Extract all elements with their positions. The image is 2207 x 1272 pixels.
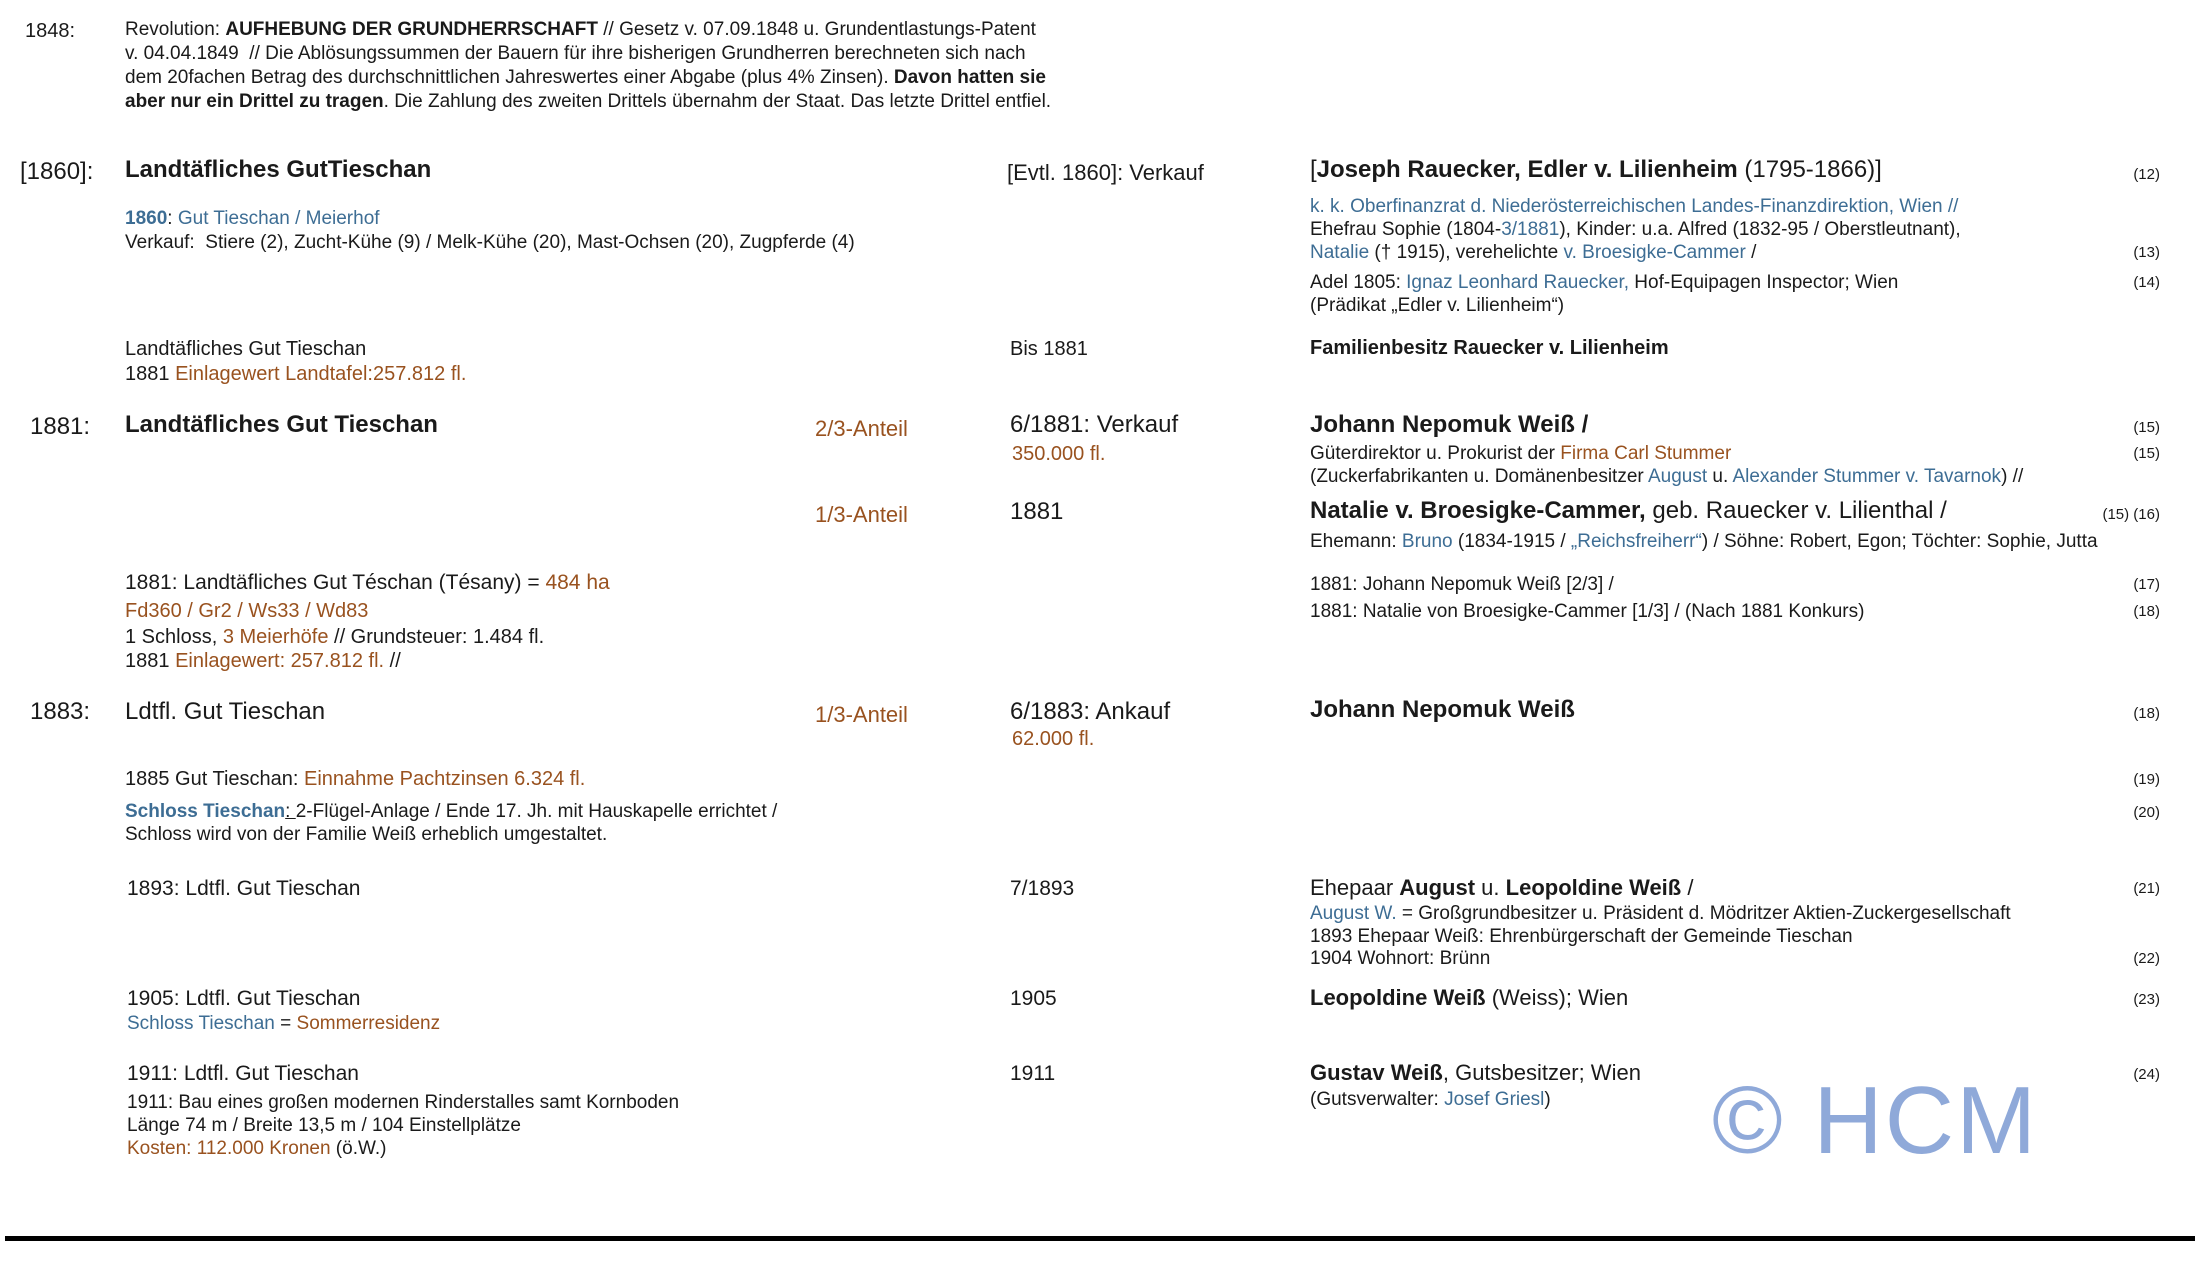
estate-1881-detail1-b: 484 ha [545, 571, 610, 594]
transaction-1881b: 1881 [1010, 498, 1064, 525]
owner-1911-line1-b: Josef Griesl [1444, 1089, 1545, 1110]
owner-familienbesitz: Familienbesitz Rauecker v. Lilienheim [1310, 337, 1669, 359]
owner-1893-leopoldine: Leopoldine Weiß [1505, 875, 1682, 900]
price-1883: 62.000 fl. [1012, 728, 1095, 750]
ref-13: (13) [2133, 244, 2160, 261]
owner-weiss-line1 [1310, 443, 1731, 465]
revolution-note-line3-plain: dem 20fachen Betrag des durchschnittlichen Jahreswertes einer Abgabe (plus 4% Zinsen). [125, 67, 894, 88]
estate-1881-detail3-b: 3 Meierhöfe [222, 626, 329, 648]
estate-title-1893: 1893: Ldtfl. Gut Tieschan [127, 877, 361, 900]
ref-15-16: (15) (16) [2102, 506, 2160, 523]
ref-17: (17) [2133, 576, 2160, 593]
owner-weiss-line2-d: Alexander Stummer v. Tavarnok [1732, 466, 2002, 487]
ref-21: (21) [2133, 880, 2160, 897]
transaction-bis1881: Bis 1881 [1010, 338, 1088, 360]
estate-title-1911: 1911: Ldtfl. Gut Tieschan [127, 1062, 359, 1085]
schloss-note-colon: : [285, 801, 296, 822]
owner-natalie-title [1310, 497, 1947, 525]
owner-1893-line1 [1310, 903, 2011, 925]
estate-1860-detail1-colon: : [167, 208, 178, 229]
estate-1881-detail4-a: 1881 [125, 650, 176, 672]
transaction-1883: 6/1883: Ankauf [1010, 698, 1171, 725]
revolution-note-line1-rest: // Gesetz v. 07.09.1848 u. Grundentlastungs-Patent [597, 19, 1036, 40]
owner-rauecker-line4-a: Adel 1805: [1310, 272, 1407, 293]
owner-1893-line2: 1893 Ehepaar Weiß: Ehrenbürgerschaft der Gemeinde Tieschan [1310, 926, 1853, 947]
owner-1893-line3: 1904 Wohnort: Brünn [1310, 948, 1491, 969]
ref-23: (23) [2133, 991, 2160, 1008]
owner-1893-slash: / [1681, 875, 1694, 900]
owner-natalie-line1-d: „Reichsfreiherr“ [1570, 531, 1702, 552]
schloss-note-name: Schloss Tieschan [125, 801, 286, 822]
owner-natalie-line1-a: Ehemann: [1310, 531, 1402, 552]
estate-title-1860: Landtäfliches GutTieschan [125, 156, 432, 183]
owner-weiss-line2-a: (Zuckerfabrikanten u. Domänenbesitzer [1310, 466, 1648, 487]
transaction-1881-verkauf: 6/1881: Verkauf [1010, 411, 1179, 438]
estate-1881-detail3 [125, 626, 544, 649]
transaction-1911: 1911 [1010, 1062, 1056, 1085]
estate-bis1881-line2 [125, 363, 466, 386]
owner-rauecker-line3 [1310, 242, 1756, 264]
estate-1905-sub-equals: = [274, 1013, 297, 1034]
estate-1881-detail4 [125, 650, 401, 673]
owner-rauecker-line2-c: ), Kinder: u.a. Alfred (1832-95 / Oberstleutnant), [1559, 219, 1961, 240]
owner-rauecker-line2 [1310, 219, 1961, 241]
year-1860-label: [1860]: [20, 158, 94, 185]
revolution-note-line1 [125, 19, 1036, 41]
owner-rauecker-line2-b: 3/1881 [1501, 219, 1560, 240]
owner-weiss-line2-c: u. [1707, 466, 1733, 487]
owner-1905-rest: (Weiss); Wien [1485, 985, 1629, 1010]
revolution-note-line3-bold: Davon hatten sie [893, 67, 1046, 88]
ref-15b: (15) [2133, 445, 2160, 462]
owner-natalie-line1-b: Bruno [1401, 531, 1453, 552]
estate-1860-detail1 [125, 208, 380, 230]
owner-1911-name: Gustav Weiß [1310, 1060, 1443, 1085]
owner-1911-rest: , Gutsbesitzer; Wien [1442, 1060, 1641, 1085]
ref-15a: (15) [2133, 419, 2160, 436]
transaction-1893: 7/1893 [1010, 877, 1075, 900]
owner-1911-title [1310, 1060, 1641, 1085]
owner-1911-line1 [1310, 1089, 1551, 1111]
owner-1893-line1-a: August W. [1310, 903, 1397, 924]
estate-1911-detail3 [127, 1138, 386, 1160]
estate-bis1881-line2-year: 1881 [125, 363, 176, 385]
estate-1911-detail1: 1911: Bau eines großen modernen Rinderstalles samt Kornboden [127, 1092, 680, 1113]
owner-natalie-born: geb. Rauecker v. Lilienthal / [1645, 497, 1947, 524]
owner-rauecker-line3-b: († 1915), verehelichte [1369, 242, 1564, 263]
estate-1905-sub [127, 1013, 440, 1035]
ref-18b: (18) [2133, 705, 2160, 722]
estate-1905-sub-schloss: Schloss Tieschan [127, 1013, 275, 1034]
owner-1893-und: u. [1475, 875, 1506, 900]
revolution-note-line3 [125, 67, 1046, 89]
anteil-1881-two-thirds: 2/3-Anteil [815, 416, 908, 441]
owner-natalie-line1-e: ) / Söhne: Robert, Egon; Töchter: Sophie, Jutta [1701, 531, 2098, 552]
owner-natalie-name: Natalie v. Broesigke-Cammer, [1310, 497, 1646, 524]
year-1848-label: 1848: [25, 20, 76, 42]
owner-rauecker-name: Joseph Rauecker, Edler v. Lilienheim [1316, 156, 1738, 183]
estate-1885-detail [125, 768, 585, 791]
schloss-note-line2: Schloss wird von der Familie Weiß erheblich umgestaltet. [125, 824, 608, 845]
owner-weiss-line1-b: Firma Carl Stummer [1560, 443, 1732, 464]
ownership-1881-weiss: 1881: Johann Nepomuk Weiß [2/3] / [1310, 574, 1614, 595]
year-1881-label: 1881: [30, 413, 91, 440]
owner-1883-weiss: Johann Nepomuk Weiß [1310, 696, 1575, 723]
owner-weiss-line2 [1310, 466, 2023, 488]
ref-12: (12) [2133, 166, 2160, 183]
owner-rauecker-line4-c: Hof-Equipagen Inspector; Wien [1629, 272, 1899, 293]
bottom-rule [5, 1236, 2195, 1241]
estate-1881-detail2: Fd360 / Gr2 / Ws33 / Wd83 [125, 600, 369, 622]
estate-1860-detail2: Verkauf: Stiere (2), Zucht-Kühe (9) / Melk-Kühe (20), Mast-Ochsen (20), Zugpferde (4) [125, 232, 855, 253]
ref-20: (20) [2133, 804, 2160, 821]
owner-rauecker-line4 [1310, 272, 1898, 294]
estate-1881-detail4-c: // [384, 650, 401, 672]
owner-rauecker-title [1310, 156, 1882, 184]
transaction-1860: [Evtl. 1860]: Verkauf [1007, 160, 1204, 185]
owner-rauecker-line1: k. k. Oberfinanzrat d. Niederösterreichischen Landes-Finanzdirektion, Wien // [1310, 196, 1959, 217]
estate-1881-detail1-a: 1881: Landtäfliches Gut Téschan (Tésany) = [125, 571, 546, 594]
owner-weiss-name: Johann Nepomuk Weiß / [1310, 411, 1589, 438]
price-1881: 350.000 fl. [1012, 443, 1106, 465]
owner-1893-prefix: Ehepaar [1310, 875, 1400, 900]
revolution-note-line4 [125, 91, 1051, 113]
estate-title-1883: Ldtfl. Gut Tieschan [125, 698, 326, 725]
estate-title-1905: 1905: Ldtfl. Gut Tieschan [127, 987, 361, 1010]
owner-1905-name: Leopoldine Weiß [1310, 985, 1486, 1010]
revolution-note-line2: v. 04.04.1849 // Die Ablösungssummen der Bauern für ihre bisherigen Grundherren berechneten sich nach [125, 43, 1026, 64]
estate-1881-detail3-c: // Grundsteuer: 1.484 fl. [328, 626, 545, 648]
estate-1885-detail-a: 1885 Gut Tieschan: [125, 768, 305, 790]
revolution-note-line1-prefix: Revolution: [125, 19, 226, 40]
owner-natalie-line1 [1310, 531, 2098, 553]
ref-19: (19) [2133, 771, 2160, 788]
revolution-note-line4-plain: . Die Zahlung des zweiten Drittels übernahm der Staat. Das letzte Drittel entfiel. [383, 91, 1052, 112]
owner-rauecker-line5: (Prädikat „Edler v. Lilienheim“) [1310, 295, 1565, 316]
owner-weiss-line1-a: Güterdirektor u. Prokurist der [1310, 443, 1561, 464]
owner-1893-line1-b: = Großgrundbesitzer u. Präsident d. Mödritzer Aktien-Zuckergesellschaft [1396, 903, 2011, 924]
estate-1881-detail4-b: Einlagewert: 257.812 fl. [175, 650, 385, 672]
ownership-1881-natalie: 1881: Natalie von Broesigke-Cammer [1/3] / (Nach 1881 Konkurs) [1310, 601, 1865, 622]
ref-24: (24) [2133, 1066, 2160, 1083]
owner-rauecker-line4-b: Ignaz Leonhard Rauecker, [1406, 272, 1630, 293]
hcm-watermark: © HCM [1712, 1067, 2039, 1174]
revolution-note-line4-bold: aber nur ein Drittel zu tragen [125, 91, 384, 112]
owner-rauecker-dates: (1795-1866)] [1737, 156, 1882, 183]
revolution-note-line1-bold: AUFHEBUNG DER GRUNDHERRSCHAFT [225, 19, 598, 40]
owner-rauecker-line3-c: v. Broesigke-Cammer [1563, 242, 1746, 263]
estate-1911-detail3-b: (ö.W.) [330, 1138, 387, 1159]
ref-14: (14) [2133, 274, 2160, 291]
anteil-1881-one-third: 1/3-Anteil [815, 502, 908, 527]
owner-rauecker-line3-d: / [1745, 242, 1757, 263]
estate-1885-detail-b: Einnahme Pachtzinsen 6.324 fl. [304, 768, 586, 790]
estate-title-1881: Landtäfliches Gut Tieschan [125, 411, 438, 438]
estate-1905-sub-residenz: Sommerresidenz [296, 1013, 441, 1034]
anteil-1883: 1/3-Anteil [815, 702, 908, 727]
estate-1911-detail3-a: Kosten: 112.000 Kronen [127, 1138, 331, 1159]
owner-1893-title [1310, 875, 1693, 900]
owner-rauecker-bracket: [ [1310, 156, 1317, 183]
owner-1911-line1-c: ) [1544, 1089, 1551, 1110]
owner-rauecker-line2-a: Ehefrau Sophie (1804- [1310, 219, 1502, 240]
owner-1905-title [1310, 985, 1628, 1010]
ref-18: (18) [2133, 603, 2160, 620]
estate-1911-detail2: Länge 74 m / Breite 13,5 m / 104 Einstellplätze [127, 1115, 521, 1136]
estate-1860-detail1-text: Gut Tieschan / Meierhof [177, 208, 380, 229]
owner-natalie-line1-c: (1834-1915 / [1452, 531, 1571, 552]
owner-1893-august: August [1399, 875, 1476, 900]
schloss-note-text: 2-Flügel-Anlage / Ende 17. Jh. mit Hauskapelle errichtet / [295, 801, 778, 822]
estate-1860-detail1-year: 1860 [125, 208, 168, 229]
schloss-note-line1 [125, 801, 777, 823]
estate-bis1881-line2-value: Einlagewert Landtafel:257.812 fl. [175, 363, 467, 385]
owner-rauecker-line3-a: Natalie [1310, 242, 1370, 263]
transaction-1905: 1905 [1010, 987, 1057, 1010]
owner-weiss-line2-e: ) // [2001, 466, 2024, 487]
year-1883-label: 1883: [30, 698, 91, 725]
ref-22: (22) [2133, 950, 2160, 967]
owner-1911-line1-a: (Gutsverwalter: [1310, 1089, 1445, 1110]
estate-1881-detail1 [125, 571, 610, 595]
owner-weiss-line2-b: August [1647, 466, 1708, 487]
estate-bis1881-line1: Landtäfliches Gut Tieschan [125, 338, 367, 360]
estate-1881-detail3-a: 1 Schloss, [125, 626, 223, 648]
